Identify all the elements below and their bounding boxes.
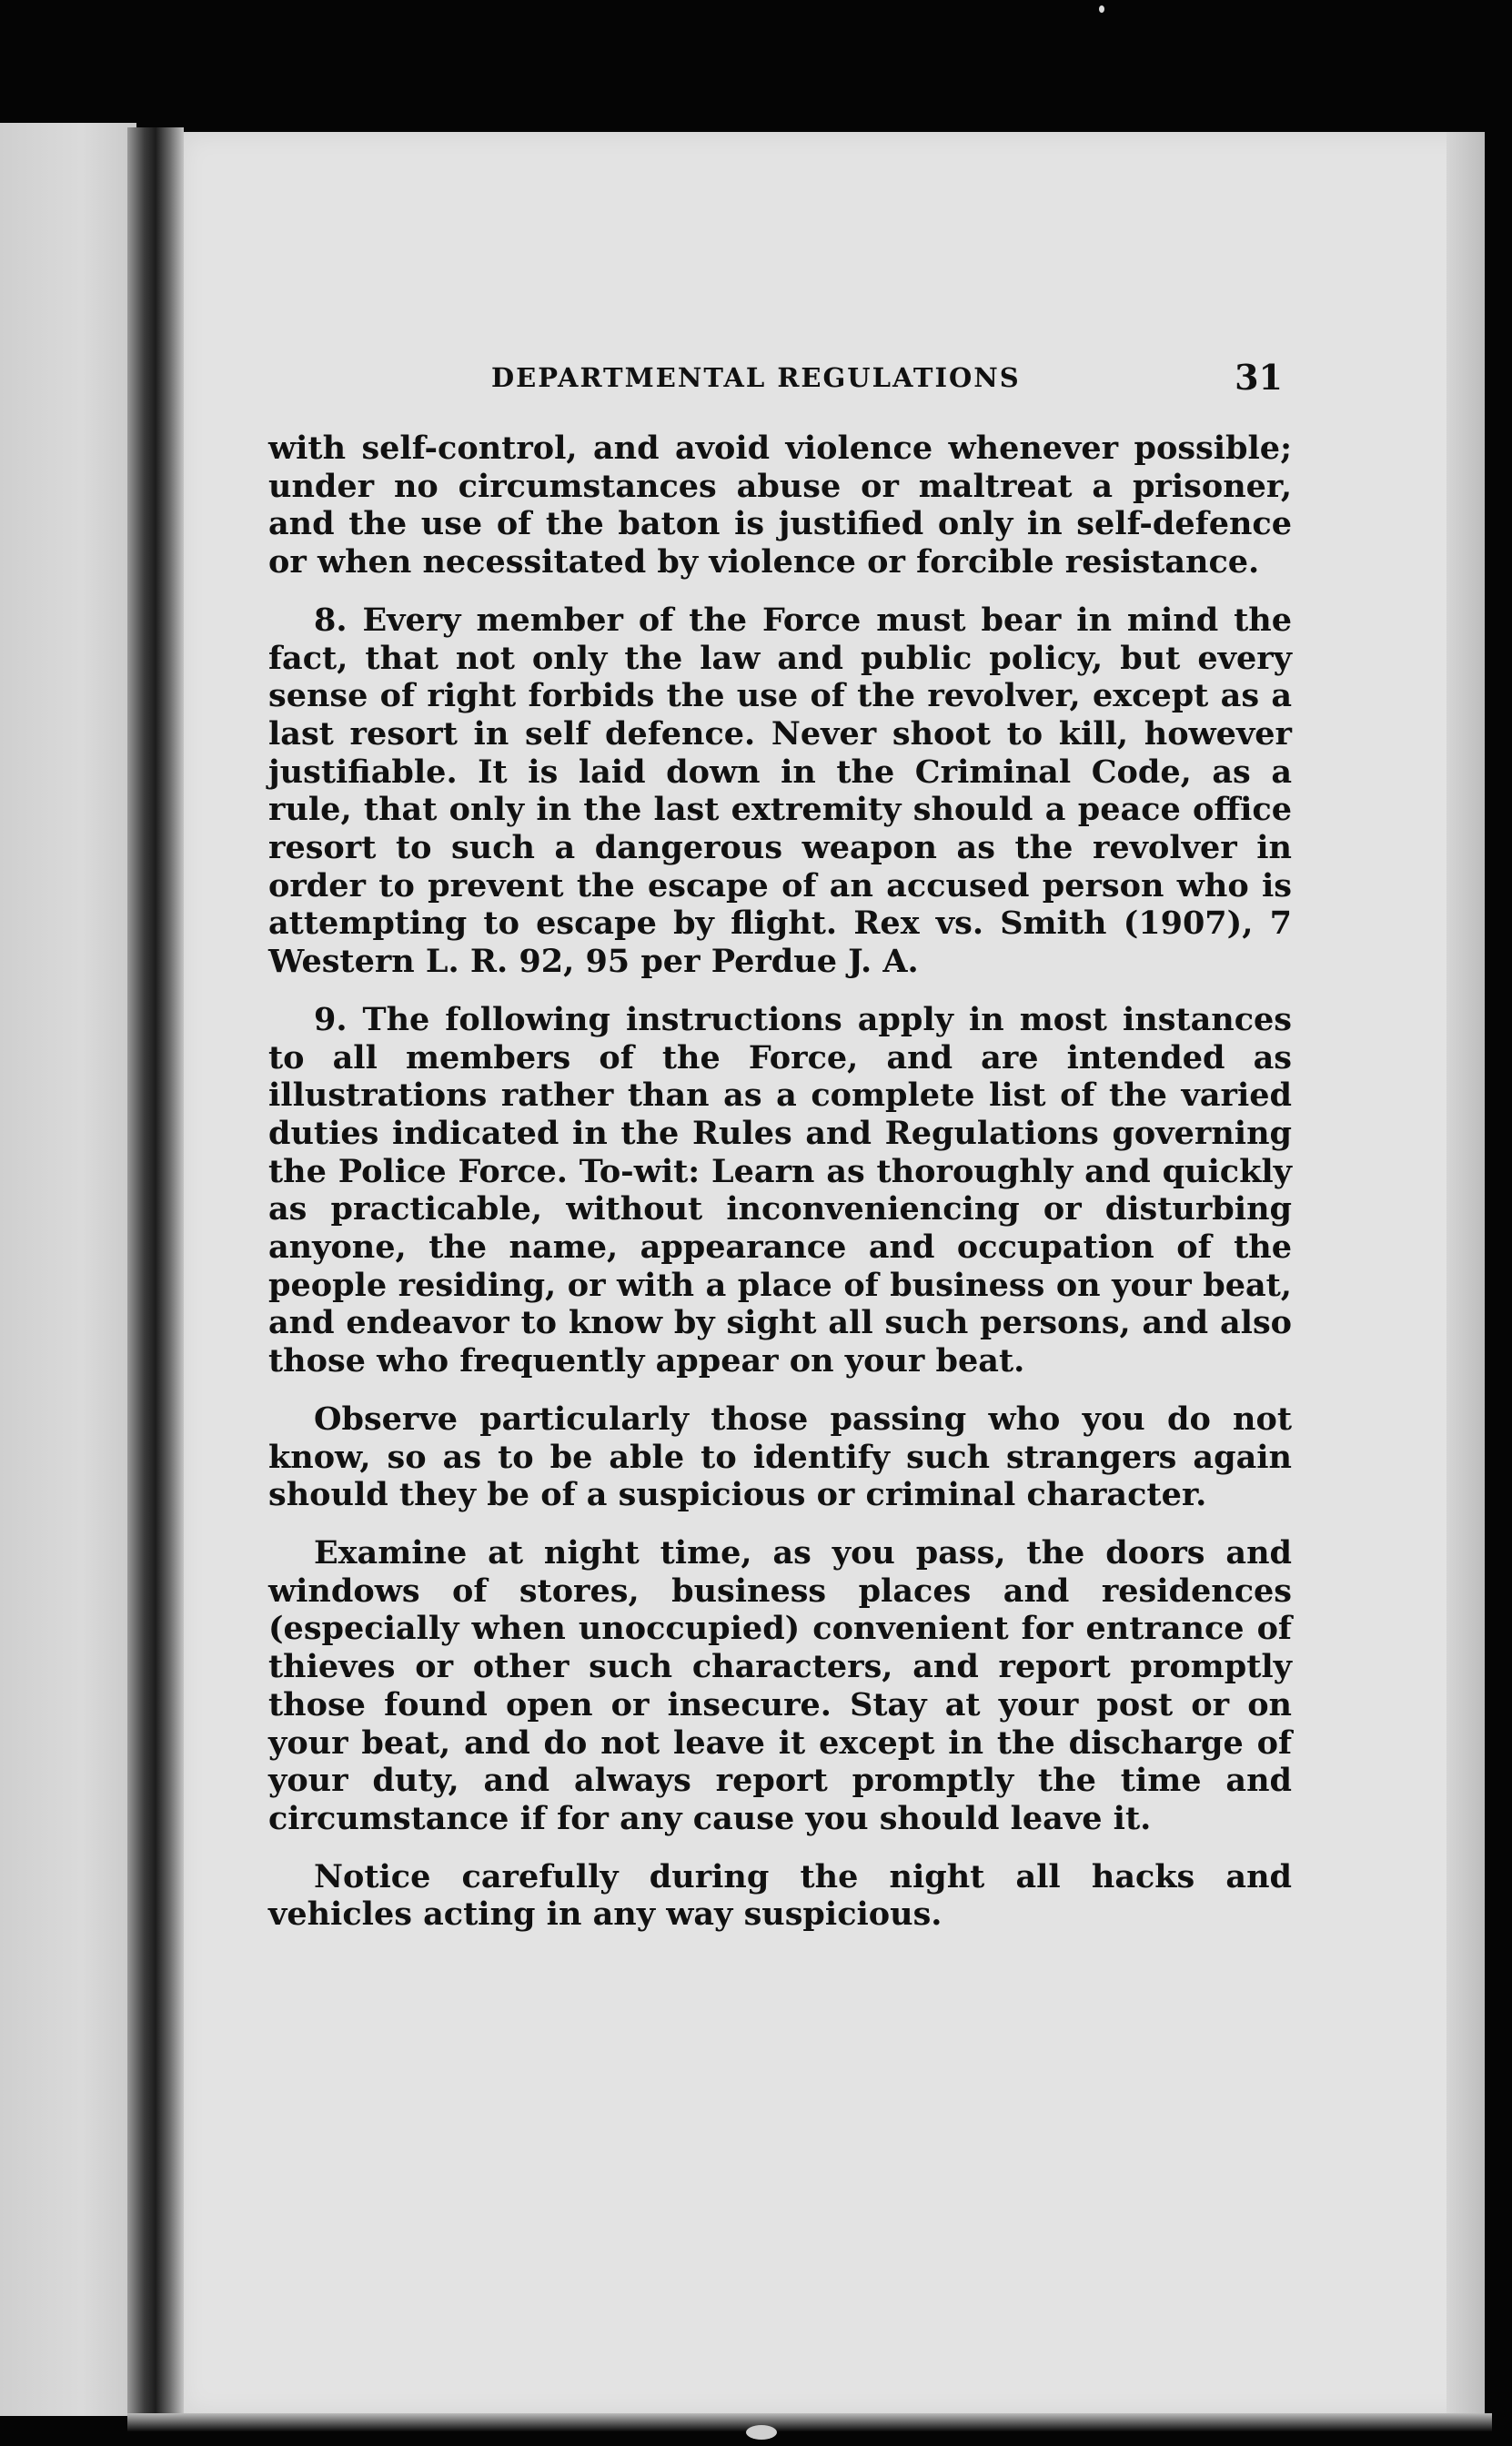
- book-gutter-shadow: [127, 127, 184, 2413]
- paragraph-examine: Examine at night time, as you pass, the doors and windows of stores, business places and residences (especially when unoccupied) convenient for entrance of thieves or other such characters, and report promptly those found open or insecure. Stay at your post or on your beat, and do not leave it except in the discharge of your duty, and always report promptly the time and circumstance if for any cause you should leave it.: [268, 1533, 1292, 1837]
- previous-page-edge: [0, 123, 136, 2416]
- scan-speck: [746, 2425, 777, 2440]
- running-head-title: DEPARTMENTAL REGULATIONS: [491, 362, 1021, 393]
- scan-speck: [1099, 5, 1104, 13]
- page-right-edge: [1446, 132, 1485, 2416]
- page-bottom-edge: [127, 2413, 1492, 2431]
- running-head: [309, 357, 1283, 411]
- paragraph-notice: Notice carefully during the night all hacks and vehicles acting in any way suspicious.: [268, 1857, 1292, 1934]
- page-number: 31: [1235, 357, 1283, 398]
- page-body: [268, 430, 1292, 1934]
- paragraph-rule-8: 8. Every member of the Force must bear in mind the fact, that not only the law and public policy, but every sense of right forbids the use of the revolver, except as a last resort in self defence. Never shoot to kill, however justifiable. It is laid down in the Criminal Code, as a rule, that only in the last extremity should a peace office resort to such a dangerous weapon as the revolver in order to prevent the escape of an accused person who is attempting to escape by flight. Rex vs. Smith (1907), 7 Western L. R. 92, 95 per Perdue J. A.: [268, 601, 1292, 981]
- paragraph-continuation: with self-control, and avoid violence whenever possible; under no circumstances abuse or maltreat a prisoner, and the use of the baton is justified only in self-defence or when necessitated by violence or forcible resistance.: [268, 430, 1292, 581]
- paragraph-observe: Observe particularly those passing who you do not know, so as to be able to identify such strangers again should they be of a suspicious or criminal character.: [268, 1400, 1292, 1514]
- paragraph-rule-9: 9. The following instructions apply in most instances to all members of the Force, and are intended as illustrations rather than as a complete list of the varied duties indicated in the Rules and Regulations governing the Police Force. To-wit: Learn as thoroughly and quickly as practicable, without inconveniencing or disturbing anyone, the name, appearance and occupation of the people residing, or with a place of business on your beat, and endeavor to know by sight all such persons, and also those who frequently appear on your beat.: [268, 1000, 1292, 1380]
